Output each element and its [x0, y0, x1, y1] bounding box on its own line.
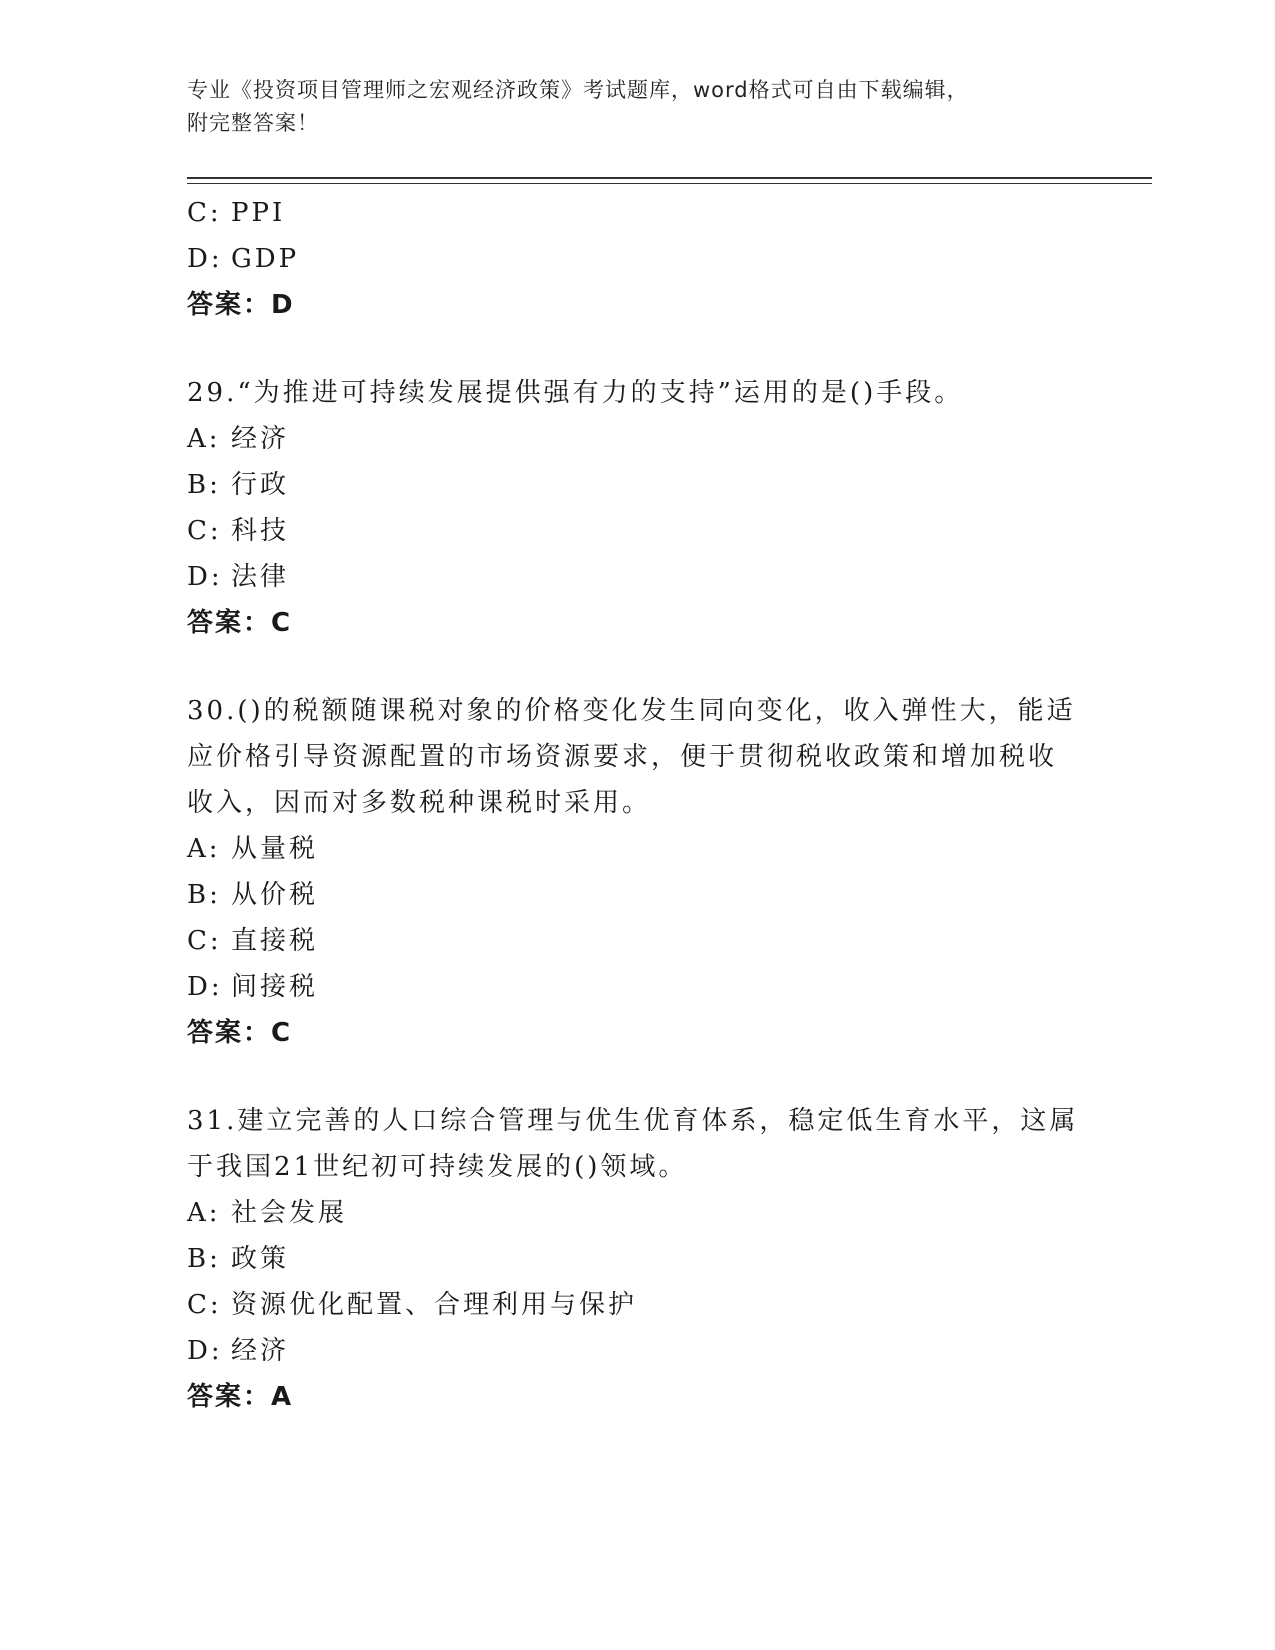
- option-c: [187, 918, 1107, 964]
- option-text: PPI: [231, 198, 286, 228]
- option-a: [187, 1190, 1107, 1236]
- option-key: D:: [187, 1336, 223, 1366]
- option-a: [187, 416, 1107, 462]
- question-29: [187, 370, 1107, 646]
- option-key: C:: [187, 516, 222, 546]
- option-key: A:: [187, 424, 221, 454]
- option-text: 经济: [231, 1336, 290, 1366]
- option-key: B:: [187, 1244, 221, 1274]
- option-b: [187, 1236, 1107, 1282]
- option-text: 资源优化配置、合理利用与保护: [231, 1290, 638, 1320]
- question-30: [187, 688, 1107, 1056]
- option-d: [187, 554, 1107, 600]
- option-key: B:: [187, 880, 221, 910]
- option-text: 从量税: [231, 834, 319, 864]
- question-text: 收入，因而对多数税种课税时采用。: [187, 788, 652, 818]
- option-text: GDP: [231, 244, 300, 274]
- option-c: [187, 190, 1107, 236]
- option-key: A:: [187, 1198, 221, 1228]
- option-text: 间接税: [231, 972, 319, 1002]
- document-header: [187, 74, 1067, 140]
- option-b: [187, 462, 1107, 508]
- option-text: 从价税: [231, 880, 319, 910]
- question-list: [187, 190, 1107, 1420]
- option-text: 经济: [231, 424, 290, 454]
- option-b: [187, 872, 1107, 918]
- answer-line: 答案：A: [187, 1382, 294, 1412]
- answer-line: 答案：D: [187, 290, 295, 320]
- question-text: 29.“为推进可持续发展提供强有力的支持”运用的是()手段。: [187, 378, 964, 408]
- header-line-1: 专业《投资项目管理师之宏观经济政策》考试题库，word格式可自由下载编辑，: [187, 78, 969, 102]
- option-text: 行政: [231, 470, 290, 500]
- question-text: 于我国21世纪初可持续发展的()领域。: [187, 1152, 688, 1182]
- header-divider: [187, 177, 1152, 184]
- option-key: B:: [187, 470, 221, 500]
- option-key: D:: [187, 972, 223, 1002]
- option-text: 社会发展: [231, 1198, 348, 1228]
- option-text: 直接税: [231, 926, 319, 956]
- question-text: 30.()的税额随课税对象的价格变化发生同向变化，收入弹性大，能适: [187, 696, 1076, 726]
- question-text: 应价格引导资源配置的市场资源要求，便于贯彻税收政策和增加税收: [187, 742, 1058, 772]
- option-d: [187, 964, 1107, 1010]
- option-text: 科技: [231, 516, 290, 546]
- option-key: D:: [187, 244, 223, 274]
- option-c: [187, 1282, 1107, 1328]
- option-text: 政策: [231, 1244, 290, 1274]
- option-key: C:: [187, 198, 222, 228]
- answer-line: 答案：C: [187, 608, 293, 638]
- question-31: [187, 1098, 1107, 1420]
- question-text: 31.建立完善的人口综合管理与优生优育体系，稳定低生育水平，这属: [187, 1106, 1079, 1136]
- option-a: [187, 826, 1107, 872]
- option-c: [187, 508, 1107, 554]
- option-key: D:: [187, 562, 223, 592]
- header-line-2: 附完整答案！: [187, 111, 319, 135]
- question-prev: [187, 190, 1107, 328]
- option-key: C:: [187, 926, 222, 956]
- option-text: 法律: [231, 562, 290, 592]
- answer-line: 答案：C: [187, 1018, 293, 1048]
- option-d: [187, 1328, 1107, 1374]
- option-key: C:: [187, 1290, 222, 1320]
- option-key: A:: [187, 834, 221, 864]
- option-d: [187, 236, 1107, 282]
